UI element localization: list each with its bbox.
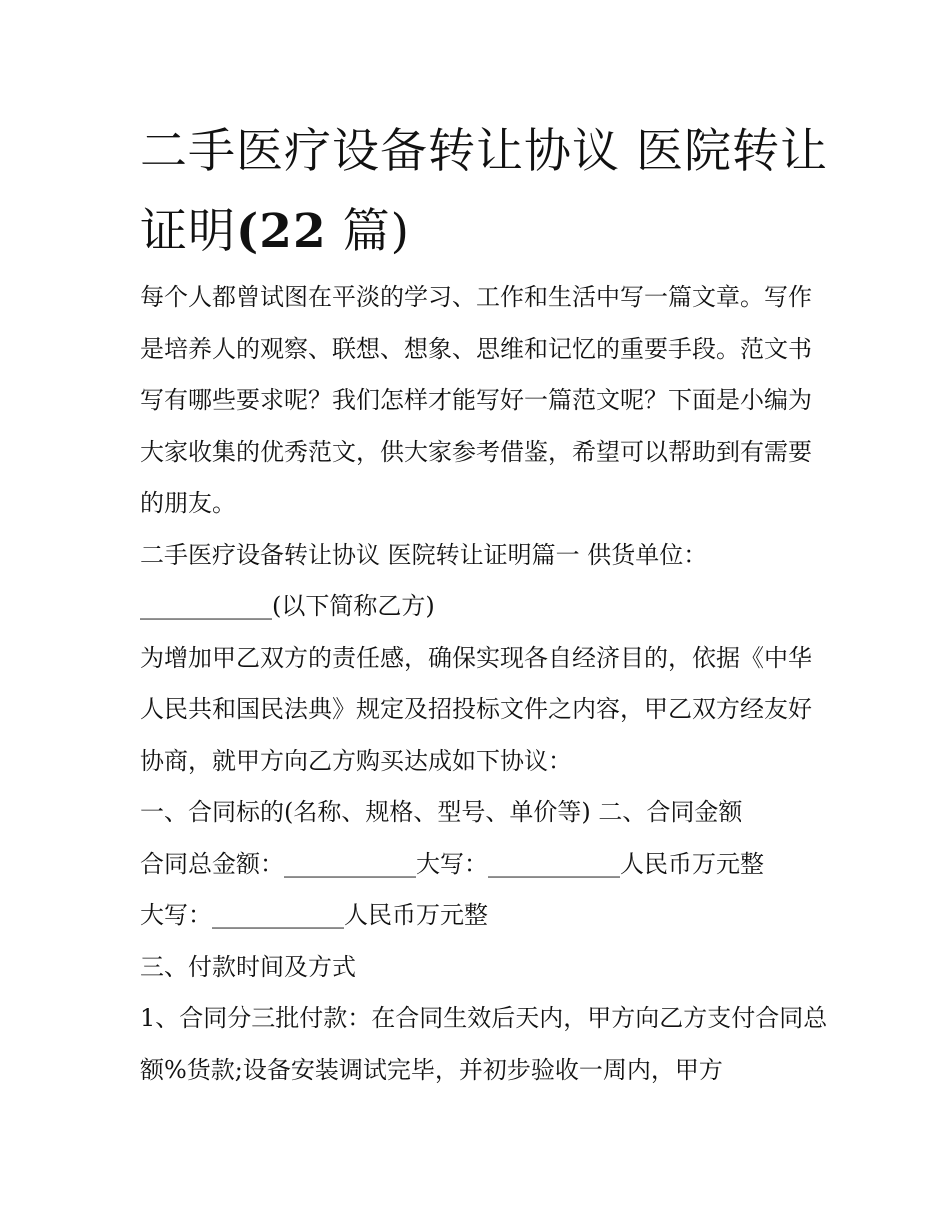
contract-subject-line: 一、合同标的(名称、规格、型号、单价等) 二、合同金额 [140, 798, 743, 826]
document-body [140, 272, 830, 1096]
title-count: (22 [236, 204, 327, 259]
section-heading: 二手医疗设备转让协议 医院转让证明篇一 供货单位： [140, 540, 708, 569]
total-amount-line: 合同总金额：___________大写：___________人民币万元整 [140, 849, 764, 878]
intro-paragraph: 每个人都曾试图在平淡的学习、工作和生活中写一篇文章。写作是培养人的观察、联想、想象、思维和记忆的重要手段。范文书写有哪些要求呢？我们怎样才能写好一篇范文呢？下面是小编为大家收集的优秀范文，供大家参考借鉴，希望可以帮助到有需要的朋友。 [140, 283, 812, 517]
title-suffix: 篇) [326, 204, 410, 259]
party-b-line: ___________(以下简称乙方) [140, 592, 435, 620]
payment-clause-paragraph: 1、合同分三批付款：在合同生效后天内，甲方向乙方支付合同总额%货款;设备安装调试完毕，并初步验收一周内，甲方 [140, 1004, 828, 1084]
amount-in-words-line: 大写：___________人民币万元整 [140, 901, 488, 929]
agreement-purpose-paragraph: 为增加甲乙双方的责任感，确保实现各自经济目的，依据《中华人民共和国民法典》规定及招投标文件之内容，甲乙双方经友好协商，就甲方向乙方购买达成如下协议： [140, 643, 812, 775]
payment-heading: 三、付款时间及方式 [140, 952, 356, 981]
title-text: 二手医疗设备转让协议 医院转让证明 [140, 124, 828, 259]
document-title [140, 112, 830, 272]
